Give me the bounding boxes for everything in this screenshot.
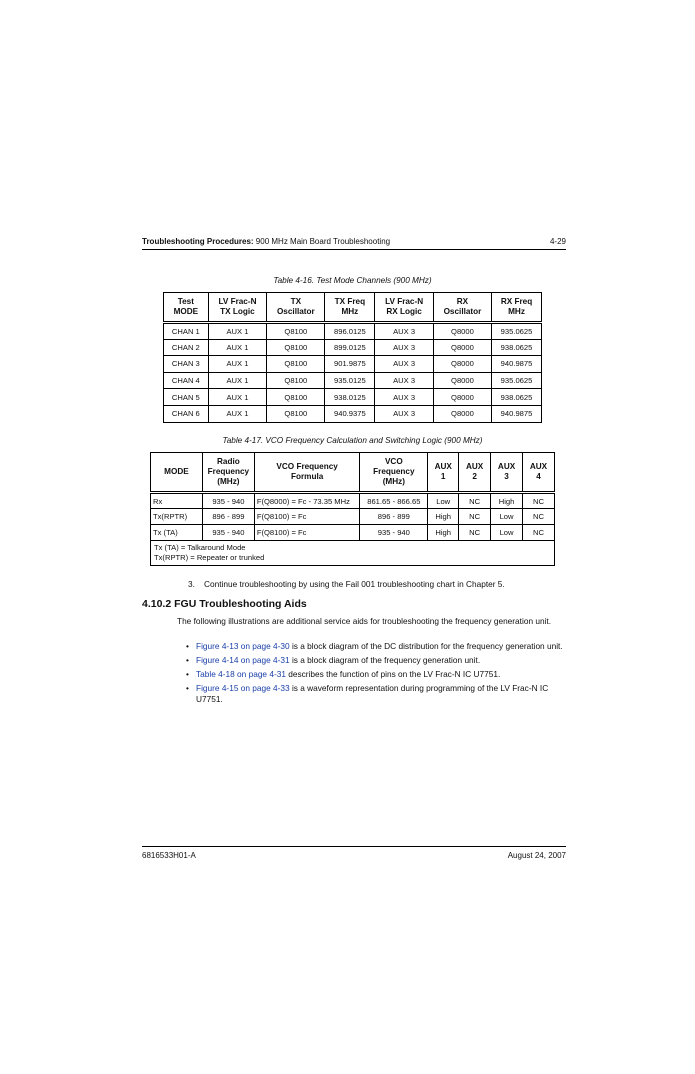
- table-cell: 899.0125: [325, 339, 375, 356]
- table-cell: High: [428, 509, 459, 525]
- header-section: [142, 237, 390, 246]
- column-header: [267, 293, 325, 323]
- table-cell: Q8100: [267, 389, 325, 406]
- figure-4-13-link[interactable]: Figure 4-13 on page 4-30: [196, 641, 290, 651]
- table-cell: 940.9375: [325, 405, 375, 422]
- table-cell: 935.0125: [325, 372, 375, 389]
- table-cell: Q8000: [433, 389, 491, 406]
- table-cell: Low: [428, 493, 459, 509]
- table-cell: F(Q8100) = Fc: [254, 509, 360, 525]
- table-cell: CHAN 5: [164, 389, 209, 406]
- table-cell: AUX 3: [375, 356, 434, 373]
- column-header-line: VCO: [384, 457, 403, 466]
- list-item-text: is a block diagram of the DC distribution for the frequency generation unit.: [289, 641, 563, 651]
- bullet-glyph: •: [186, 655, 189, 665]
- column-header-line: MHz: [508, 307, 525, 316]
- table-cell: 896.0125: [325, 323, 375, 340]
- column-header: [325, 293, 375, 323]
- table-cell: AUX 3: [375, 339, 434, 356]
- table-cell: CHAN 3: [164, 356, 209, 373]
- column-header-line: Frequency: [373, 467, 415, 476]
- table-row: [164, 372, 542, 389]
- table-cell: NC: [459, 509, 491, 525]
- column-header-line: RX Logic: [386, 307, 422, 316]
- table-cell: Q8100: [267, 356, 325, 373]
- table-cell: 901.9875: [325, 356, 375, 373]
- footer-doc-number: 6816533H01-A: [142, 851, 196, 860]
- table-4-18-link[interactable]: Table 4-18 on page 4-31: [196, 669, 286, 679]
- table-cell: Q8000: [433, 405, 491, 422]
- column-header-line: Radio: [217, 457, 240, 466]
- column-header: [254, 453, 360, 493]
- table-note: Tx(RPTR) = Repeater or trunked: [154, 553, 265, 562]
- section-intro: The following illustrations are additional service aids for troubleshooting the frequency generation unit.: [177, 616, 552, 626]
- table-notes: [151, 541, 555, 566]
- column-header-line: RX Freq: [500, 297, 533, 306]
- column-header-line: AUX: [434, 462, 452, 471]
- table-cell: AUX 1: [208, 339, 267, 356]
- table-cell: 938.0125: [325, 389, 375, 406]
- table-cell: 935 - 940: [360, 525, 428, 541]
- table-row: [164, 405, 542, 422]
- figure-4-14-link[interactable]: Figure 4-14 on page 4-31: [196, 655, 290, 665]
- column-header: [433, 293, 491, 323]
- bullet-glyph: •: [186, 683, 189, 693]
- table-cell: 861.65 - 866.65: [360, 493, 428, 509]
- table-cell: 938.0625: [492, 339, 542, 356]
- column-header-line: 4: [536, 472, 541, 481]
- list-item-text: is a waveform representation during programming of the LV Frac-N IC U7751.: [196, 683, 549, 704]
- column-header-line: AUX: [497, 462, 516, 471]
- column-header-line: MHz: [341, 307, 359, 316]
- table-header-row: [164, 293, 542, 323]
- list-item-text: describes the function of pins on the LV Frac-N IC U7751.: [285, 669, 501, 679]
- table-row: [164, 356, 542, 373]
- column-header: [375, 293, 434, 323]
- table-row: [151, 493, 555, 509]
- list-item: [186, 641, 568, 652]
- column-header-line: VCO Frequency: [276, 462, 338, 471]
- table-cell: Q8000: [433, 323, 491, 340]
- column-header: [208, 293, 267, 323]
- table-cell: Q8100: [267, 323, 325, 340]
- column-header-line: 3: [504, 472, 509, 481]
- header-page-number: 4-29: [549, 237, 566, 246]
- column-header-line: TX: [290, 297, 302, 306]
- list-item: [186, 655, 568, 666]
- table-cell: Tx (TA): [151, 525, 203, 541]
- table-cell: Q8000: [433, 372, 491, 389]
- column-header: [492, 293, 542, 323]
- column-header-line: Oscillator: [276, 307, 315, 316]
- column-header-line: Formula: [290, 472, 324, 481]
- column-header-line: AUX: [529, 462, 548, 471]
- table-row: [164, 339, 542, 356]
- table-cell: 940.9875: [492, 356, 542, 373]
- column-header-line: Test: [177, 297, 194, 306]
- table-cell: 935.0625: [492, 372, 542, 389]
- table-cell: High: [491, 493, 523, 509]
- list-item: [186, 669, 568, 680]
- table-cell: AUX 3: [375, 389, 434, 406]
- step-number: 3.: [188, 579, 195, 589]
- table-cell: AUX 3: [375, 405, 434, 422]
- table-notes-row: [151, 541, 555, 566]
- table-cell: Tx(RPTR): [151, 509, 203, 525]
- table-cell: Q8100: [267, 372, 325, 389]
- table-cell: NC: [459, 493, 491, 509]
- table-cell: AUX 1: [208, 372, 267, 389]
- list-item: [186, 683, 568, 705]
- column-header-line: TX Freq: [334, 297, 366, 306]
- table-cell: AUX 1: [208, 389, 267, 406]
- table-row: [151, 525, 555, 541]
- table-4-16-caption: Table 4-16. Test Mode Channels (900 MHz): [273, 276, 432, 285]
- step-text: Continue troubleshooting by using the Fail 001 troubleshooting chart in Chapter 5.: [204, 579, 505, 589]
- table-cell: Q8100: [267, 339, 325, 356]
- running-footer: [142, 846, 566, 860]
- table-cell: Q8000: [433, 356, 491, 373]
- bullet-glyph: •: [186, 669, 189, 679]
- column-header-line: 1: [440, 472, 446, 481]
- table-4-17-caption: Table 4-17. VCO Frequency Calculation and Switching Logic (900 MHz): [222, 436, 483, 445]
- column-header-line: AUX: [465, 462, 484, 471]
- figure-4-15-link[interactable]: Figure 4-15 on page 4-33: [196, 683, 290, 693]
- column-header: [360, 453, 428, 493]
- table-cell: High: [428, 525, 459, 541]
- procedure-step: [188, 579, 505, 589]
- table-cell: CHAN 4: [164, 372, 209, 389]
- column-header: [428, 453, 459, 493]
- table-header-row: [151, 453, 555, 493]
- footer-date: August 24, 2007: [507, 851, 566, 860]
- table-note: Tx (TA) = Talkaround Mode: [154, 543, 246, 552]
- column-header-line: RX: [456, 297, 469, 306]
- column-header-line: LV Frac-N: [218, 297, 257, 306]
- table-cell: Q8100: [267, 405, 325, 422]
- column-header-line: (MHz): [217, 477, 240, 486]
- table-cell: 935 - 940: [202, 493, 254, 509]
- list-item-text: is a block diagram of the frequency generation unit.: [289, 655, 481, 665]
- column-header: [459, 453, 491, 493]
- column-header-line: (MHz): [382, 477, 405, 486]
- column-header-line: TX Logic: [220, 307, 255, 316]
- table-cell: 896 - 899: [360, 509, 428, 525]
- table-row: [164, 389, 542, 406]
- table-cell: 935.0625: [492, 323, 542, 340]
- table-cell: NC: [523, 493, 555, 509]
- table-cell: Rx: [151, 493, 203, 509]
- section-heading: 4.10.2 FGU Troubleshooting Aids: [142, 598, 307, 610]
- bullet-glyph: •: [186, 641, 189, 651]
- table-cell: NC: [459, 525, 491, 541]
- table-cell: Low: [491, 525, 523, 541]
- table-cell: 896 - 899: [202, 509, 254, 525]
- column-header: [202, 453, 254, 493]
- table-cell: 938.0625: [492, 389, 542, 406]
- column-header-line: MODE: [173, 307, 199, 316]
- table-row: [164, 323, 542, 340]
- header-section-bold: Troubleshooting Procedures:: [142, 237, 254, 246]
- table-cell: 940.9875: [492, 405, 542, 422]
- column-header-line: MODE: [164, 467, 189, 476]
- table-cell: NC: [523, 525, 555, 541]
- table-cell: F(Q8000) = Fc - 73.35 MHz: [254, 493, 360, 509]
- table-row: [151, 509, 555, 525]
- column-header: [523, 453, 555, 493]
- service-aids-list: [186, 641, 568, 708]
- table-cell: AUX 1: [208, 323, 267, 340]
- table-cell: 935 - 940: [202, 525, 254, 541]
- table-cell: Low: [491, 509, 523, 525]
- column-header-line: LV Frac-N: [385, 297, 424, 306]
- table-cell: AUX 3: [375, 323, 434, 340]
- column-header: [151, 453, 203, 493]
- table-cell: NC: [523, 509, 555, 525]
- column-header-line: Oscillator: [443, 307, 482, 316]
- table-cell: AUX 1: [208, 356, 267, 373]
- table-body: [164, 323, 542, 423]
- column-header-line: 2: [472, 472, 477, 481]
- table-cell: CHAN 2: [164, 339, 209, 356]
- header-section-rest: 900 MHz Main Board Troubleshooting: [253, 237, 391, 246]
- table-cell: CHAN 1: [164, 323, 209, 340]
- table-body: [151, 493, 555, 566]
- table-cell: CHAN 6: [164, 405, 209, 422]
- test-mode-channels-table: [163, 292, 542, 423]
- vco-frequency-table: [150, 452, 555, 566]
- table-cell: Q8000: [433, 339, 491, 356]
- table-cell: AUX 1: [208, 405, 267, 422]
- running-header: [142, 237, 566, 250]
- column-header: [164, 293, 209, 323]
- table-cell: AUX 3: [375, 372, 434, 389]
- column-header: [491, 453, 523, 493]
- column-header-line: Frequency: [207, 467, 250, 476]
- table-cell: F(Q8100) = Fc: [254, 525, 360, 541]
